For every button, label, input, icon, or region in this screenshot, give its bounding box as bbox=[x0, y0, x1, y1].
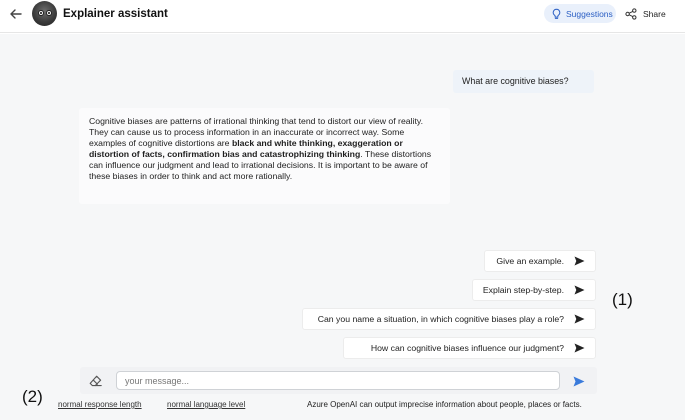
composer bbox=[80, 367, 597, 394]
clear-chat-button[interactable] bbox=[89, 374, 102, 392]
suggestion-label: Explain step-by-step. bbox=[482, 285, 564, 295]
disclaimer-text: Azure OpenAI can output imprecise information about people, places or facts. bbox=[307, 400, 582, 409]
assistant-message-bold: black and white thinking, exaggeration or distortion of facts, confirmation bias and catastrophizing thinking bbox=[89, 138, 403, 160]
assistant-message-text-end: . These distortions can influence our judgment and lead to irrational decisions. It is important to be aware of these biases in order to think and act more rationally. bbox=[89, 149, 432, 182]
suggestion-label: Can you name a situation, in which cognitive biases play a role? bbox=[317, 314, 564, 324]
suggestion-influence-judgment[interactable] bbox=[343, 337, 596, 359]
share-button[interactable] bbox=[625, 6, 666, 22]
assistant-message-text: Cognitive biases are patterns of irrational thinking that tend to distort our view of reality. They can cause us to process information in an inaccurate or incorrect way. Some examples of cognitive distortions are bbox=[89, 116, 423, 149]
suggestion-label: How can cognitive biases influence our judgment? bbox=[370, 343, 564, 353]
suggestion-label: Give an example. bbox=[496, 256, 564, 266]
assistant-message bbox=[79, 108, 450, 204]
share-icon bbox=[625, 8, 637, 20]
arrow-left-icon bbox=[8, 6, 24, 22]
lightbulb-icon bbox=[551, 8, 562, 20]
send-button[interactable] bbox=[573, 374, 585, 392]
suggestion-name-situation[interactable] bbox=[302, 308, 596, 330]
suggestions-label: Suggestions bbox=[566, 8, 613, 19]
app-header bbox=[0, 0, 685, 33]
language-level-setting[interactable]: normal language level bbox=[167, 400, 246, 409]
send-icon bbox=[574, 256, 585, 266]
suggestion-give-example[interactable] bbox=[484, 250, 596, 272]
page-title: Explainer assistant bbox=[63, 8, 168, 20]
assistant-avatar bbox=[32, 1, 57, 26]
suggestion-explain-step-by-step[interactable] bbox=[472, 279, 596, 301]
share-label: Share bbox=[643, 9, 666, 19]
user-message: What are cognitive biases? bbox=[453, 70, 594, 93]
send-icon bbox=[574, 314, 585, 324]
back-button[interactable] bbox=[8, 6, 24, 22]
annotation-marker-2: (2) bbox=[22, 387, 43, 406]
eraser-icon bbox=[89, 375, 102, 387]
send-icon bbox=[574, 343, 585, 353]
message-input[interactable] bbox=[116, 371, 560, 390]
send-icon bbox=[573, 376, 585, 387]
send-icon bbox=[574, 285, 585, 295]
suggestions-button[interactable] bbox=[544, 4, 616, 23]
annotation-marker-1: (1) bbox=[612, 290, 633, 309]
response-length-setting[interactable]: normal response length bbox=[58, 400, 142, 409]
